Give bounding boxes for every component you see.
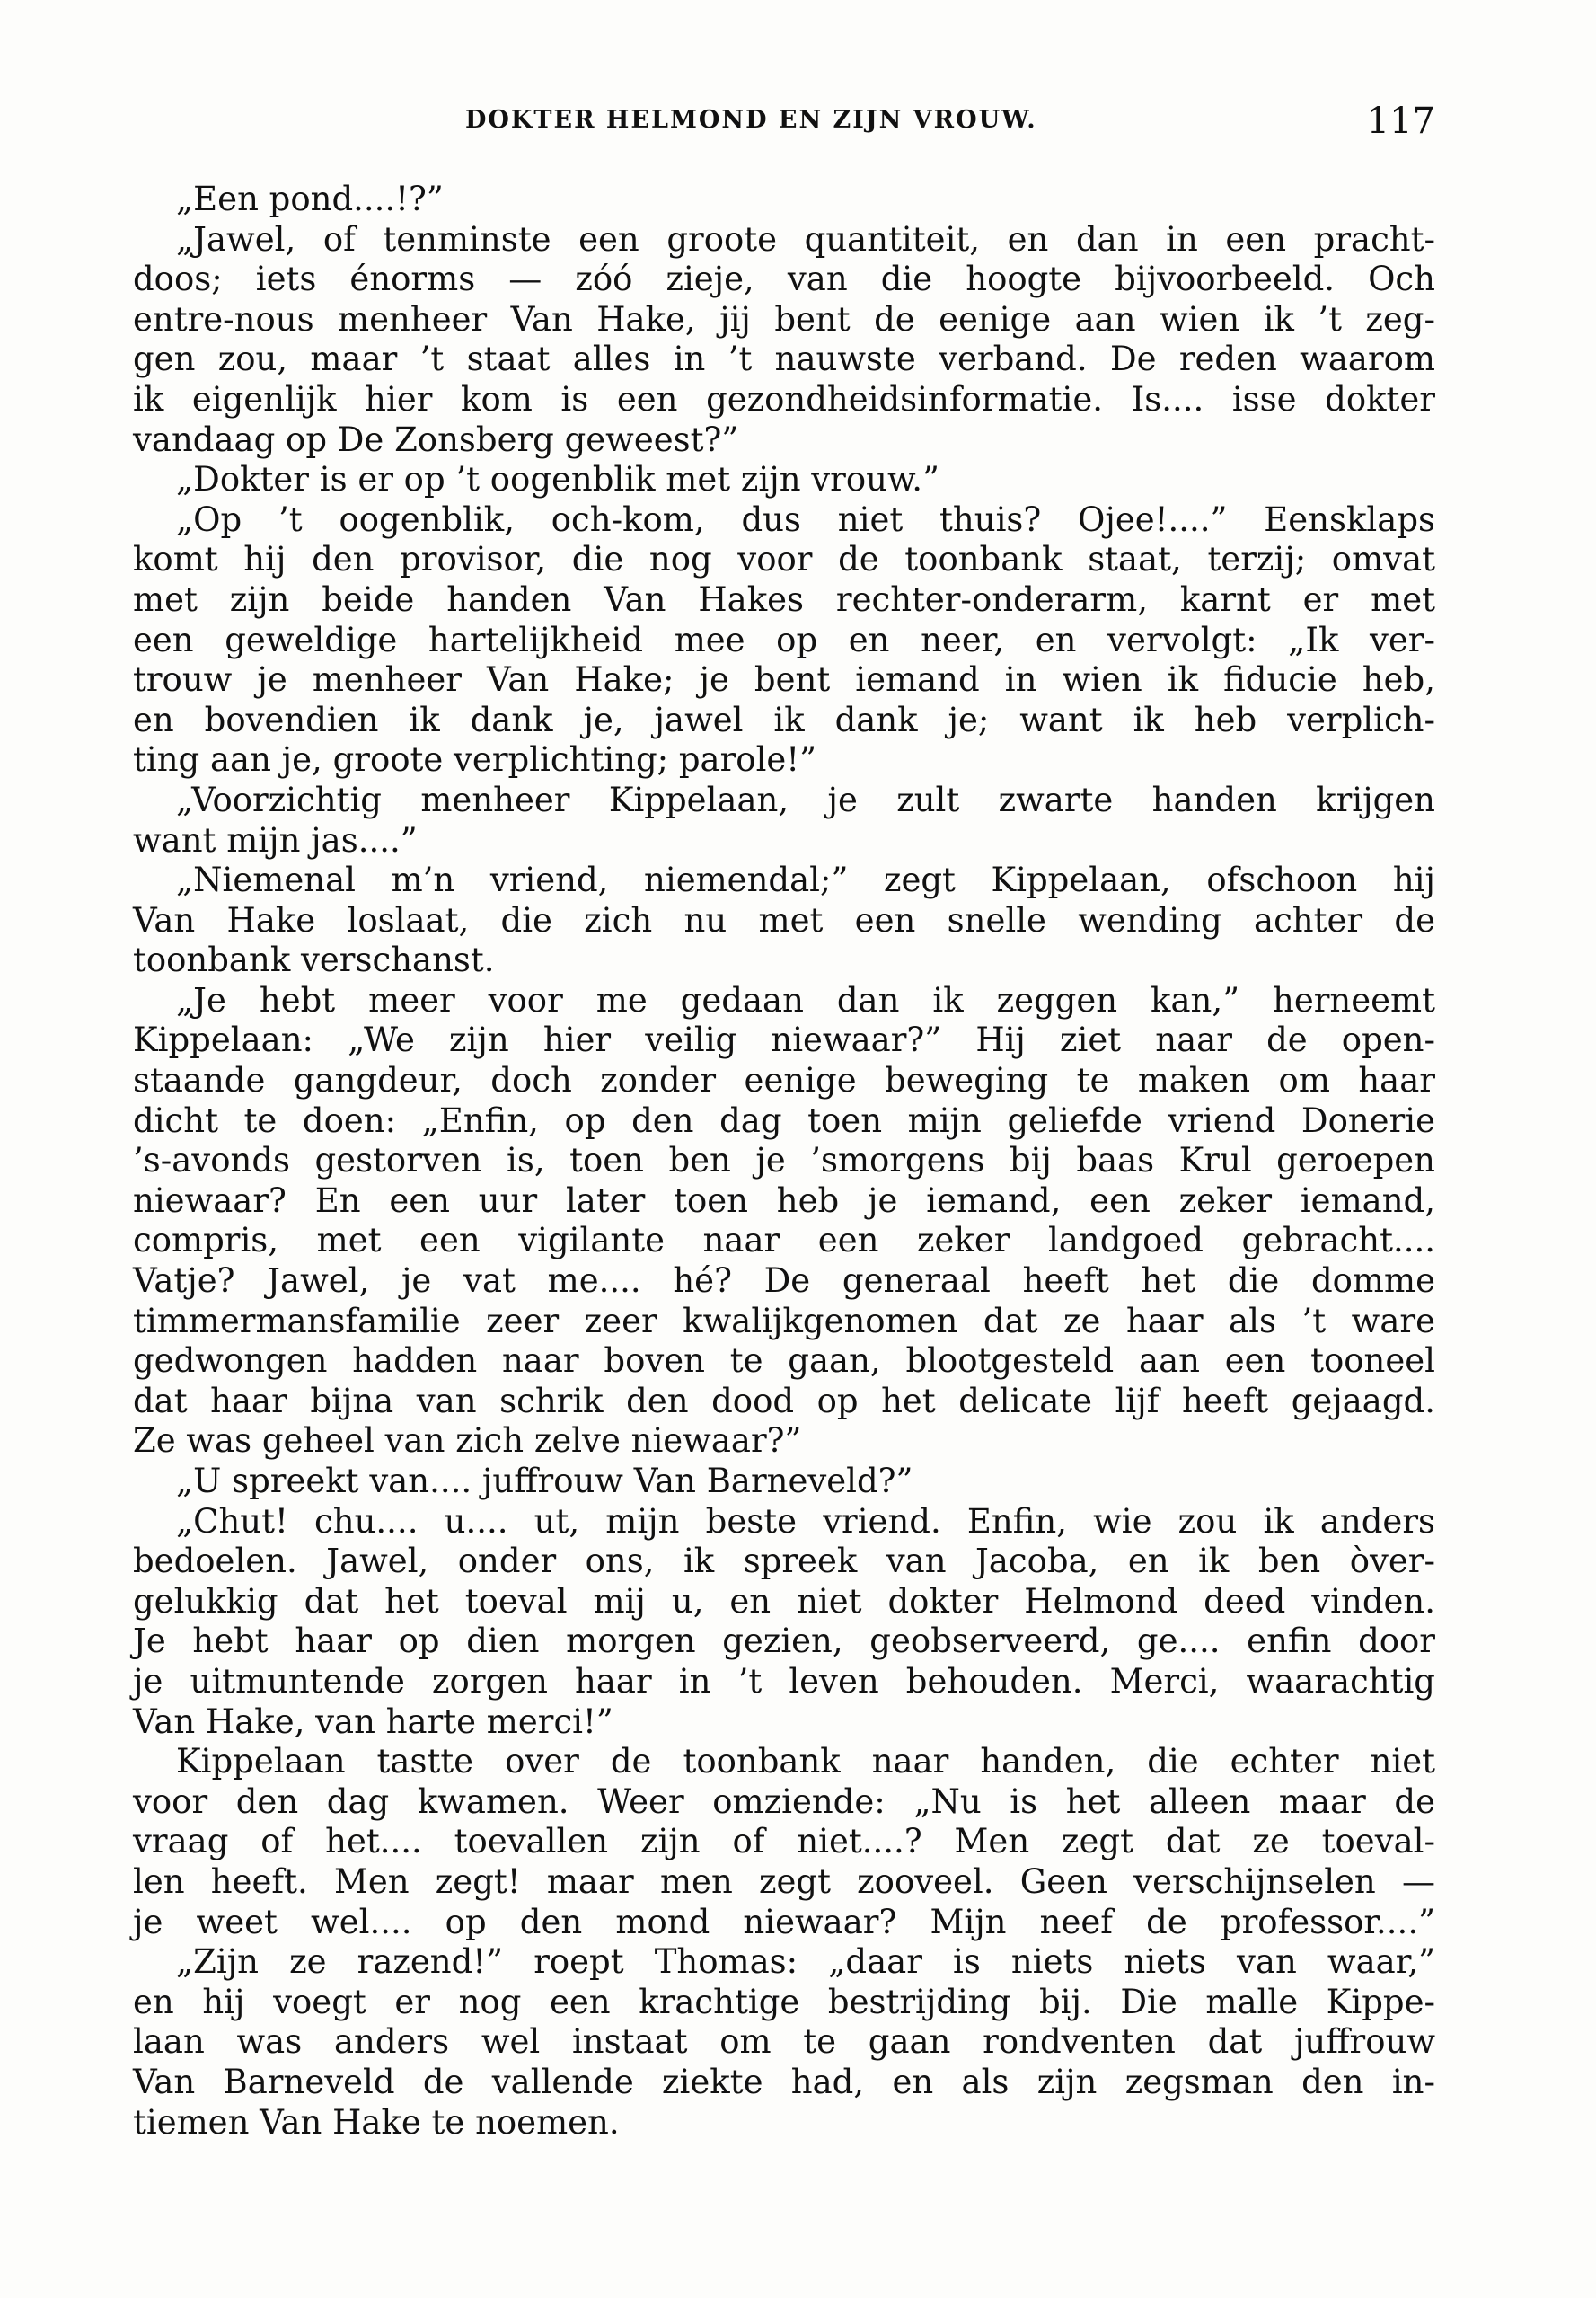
- text-line: een geweldige hartelijkheid mee op en neer, en vervolgt: „Ik ver-: [133, 620, 1435, 659]
- text-line: „Jawel, of tenminste een groote quantiteit, en dan in een pracht-: [176, 219, 1435, 259]
- text-line: „Chut! chu.... u.... ut, mijn beste vriend. Enfin, wie zou ik anders: [176, 1501, 1435, 1541]
- text-line: je weet wel.... op den mond niewaar? Mijn neef de professor....”: [133, 1902, 1435, 1941]
- text-line: Kippelaan tastte over de toonbank naar handen, die echter niet: [176, 1742, 1435, 1781]
- text-line: dat haar bijna van schrik den dood op het delicate lijf heeft gejaagd.: [133, 1381, 1435, 1420]
- text-line: staande gangdeur, doch zonder eenige beweging te maken om haar: [133, 1061, 1435, 1100]
- text-line: Je hebt haar op dien morgen gezien, geobserveerd, ge.... enfin door: [133, 1622, 1435, 1661]
- text-line: bedoelen. Jawel, onder ons, ik spreek van Jacoba, en ik ben òver-: [133, 1542, 1435, 1581]
- text-line: „Voorzichtig menheer Kippelaan, je zult zwarte handen krijgen: [176, 780, 1435, 819]
- text-line: en bovendien ik dank je, jawel ik dank je; want ik heb verplich-: [133, 700, 1435, 739]
- running-head: [133, 101, 1435, 155]
- text-line: vandaag op De Zonsberg geweest?”: [133, 420, 739, 459]
- text-line: komt hij den provisor, die nog voor de toonbank staat, terzij; omvat: [133, 540, 1435, 579]
- text-line: Van Hake, van harte merci!”: [133, 1701, 613, 1741]
- text-line: „Op ’t oogenblik, och-kom, dus niet thuis? Ojee!....” Eensklaps: [176, 499, 1435, 539]
- text-line: Van Hake loslaat, die zich nu met een snelle wending achter de: [133, 900, 1435, 940]
- text-line: gen zou, maar ’t staat alles in ’t nauwste verband. De reden waarom: [133, 340, 1435, 379]
- text-line: len heeft. Men zegt! maar men zegt zooveel. Geen verschijnselen —: [133, 1861, 1435, 1901]
- text-line: timmermansfamilie zeer zeer kwalijkgenomen dat ze haar als ’t ware: [133, 1301, 1435, 1340]
- text-line: vraag of het.... toevallen zijn of niet....? Men zegt dat ze toeval-: [133, 1822, 1435, 1861]
- text-line: „Je hebt meer voor me gedaan dan ik zeggen kan,” herneemt: [176, 980, 1435, 1020]
- text-line: tiemen Van Hake te noemen.: [133, 2102, 620, 2142]
- text-line: toonbank verschanst.: [133, 941, 495, 980]
- text-line: trouw je menheer Van Hake; je bent iemand in wien ik fiducie heb,: [133, 660, 1435, 700]
- text-line: ik eigenlijk hier kom is een gezondheidsinformatie. Is.... isse dokter: [133, 379, 1435, 419]
- text-line: met zijn beide handen Van Hakes rechter-onderarm, karnt er met: [133, 579, 1435, 619]
- text-line: „Zijn ze razend!” roept Thomas: „daar is niets niets van waar,”: [176, 1942, 1435, 1982]
- text-line: en hij voegt er nog een krachtige bestrijding bij. Die malle Kippe-: [133, 1982, 1435, 2021]
- text-line: Ze was geheel van zich zelve niewaar?”: [133, 1421, 802, 1461]
- text-line: laan was anders wel instaat om te gaan rondventen dat juffrouw: [133, 2022, 1435, 2062]
- text-line: Vatje? Jawel, je vat me.... hé? De generaal heeft het die domme: [133, 1261, 1435, 1301]
- text-line: Kippelaan: „We zijn hier veilig niewaar?” Hij ziet naar de open-: [133, 1021, 1435, 1060]
- text-line: „U spreekt van.... juffrouw Van Barneveld?”: [176, 1462, 913, 1500]
- text-line: want mijn jas....”: [133, 820, 418, 860]
- text-line: „Een pond....!?”: [176, 180, 444, 218]
- text-line: niewaar? En een uur later toen heb je iemand, een zeker iemand,: [133, 1180, 1435, 1220]
- text-line: gedwongen hadden naar boven te gaan, blootgesteld aan een tooneel: [133, 1341, 1435, 1381]
- text-line: ting aan je, groote verplichting; parole!”: [133, 740, 817, 780]
- text-line: „Niemenal m’n vriend, niemendal;” zegt Kippelaan, ofschoon hij: [176, 861, 1435, 900]
- text-line: voor den dag kwamen. Weer omziende: „Nu is het alleen maar de: [133, 1781, 1435, 1821]
- text-line: je uitmuntende zorgen haar in ’t leven behouden. Merci, waarachtig: [133, 1661, 1435, 1701]
- text-line: entre-nous menheer Van Hake, jij bent de eenige aan wien ik ’t zeg-: [133, 299, 1435, 339]
- text-line: compris, met een vigilante naar een zeker landgoed gebracht....: [133, 1221, 1435, 1260]
- body-text: [133, 180, 1435, 2143]
- text-line: ’s-avonds gestorven is, toen ben je ’smorgens bij baas Krul geroepen: [133, 1141, 1435, 1180]
- running-title: DOKTER HELMOND EN ZIJN VROUW.: [465, 106, 1037, 134]
- text-line: „Dokter is er op ’t oogenblik met zijn vrouw.”: [176, 460, 939, 499]
- text-line: gelukkig dat het toeval mij u, en niet dokter Helmond deed vinden.: [133, 1581, 1435, 1621]
- text-line: dicht te doen: „Enfin, op den dag toen mijn geliefde vriend Donerie: [133, 1100, 1435, 1140]
- text-line: Van Barneveld de vallende ziekte had, en als zijn zegsman den in-: [133, 2062, 1435, 2101]
- text-line: doos; iets énorms — zóó zieje, van die hoogte bijvoorbeeld. Och: [133, 260, 1435, 299]
- page-number: 117: [1366, 101, 1435, 142]
